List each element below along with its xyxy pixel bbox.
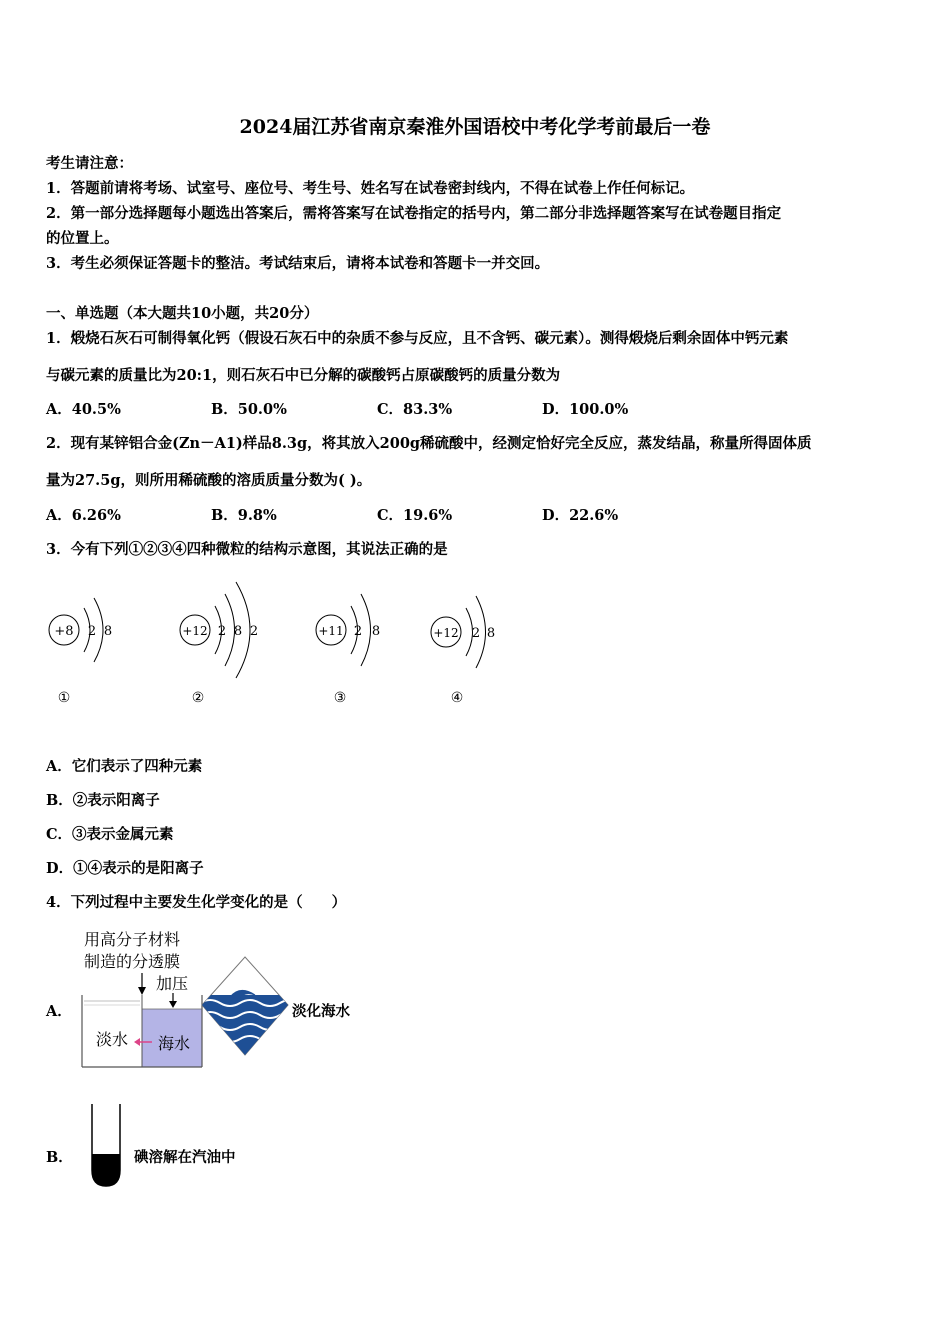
particle-3-nucleus: +11 [318,624,344,638]
particle-1-label: ① [57,690,71,706]
q4-option-a-caption: 淡化海水 [292,1003,350,1020]
particle-3 [316,594,380,706]
q2-option-b: B．9.8% [211,507,277,524]
particle-3-shell-1: 2 [353,624,363,639]
section-heading: 一、单选题（本大题共10小题，共20分） [46,305,319,322]
test-tube-icon [86,1100,126,1192]
particle-structure-diagrams [40,578,520,718]
particle-2-label: ② [191,690,205,706]
q4-line1: 4．下列过程中主要发生化学变化的是（ ） [46,894,347,911]
q2-line2: 量为27.5g，则所用稀硫酸的溶质质量分数为( )。 [46,472,372,489]
sea-water-label: 海水 [158,1034,191,1053]
particle-2-shell-1: 2 [217,624,227,639]
particle-2-shell-2: 8 [233,624,243,639]
particle-1 [49,594,112,706]
q3-line1: 3．今有下列①②③④四种微粒的结构示意图，其说法正确的是 [46,541,448,558]
particle-1-nucleus: +8 [54,624,74,639]
particle-3-shell-2: 8 [371,624,381,639]
q4-option-b-letter: B． [46,1149,73,1166]
q1-line2: 与碳元素的质量比为20:1，则石灰石中已分解的碳酸钙占原碳酸钙的质量分数为 [46,367,561,384]
notice-item-1: 1．答题前请将考场、试室号、座位号、考生号、姓名写在试卷密封线内，不得在试卷上作任何标记。 [46,180,695,197]
q1-option-c: C．83.3% [377,401,453,418]
particle-4-nucleus: +12 [433,626,459,640]
q2-option-c: C．19.6% [377,507,453,524]
q2-option-a: A．6.26% [46,507,121,524]
page-title: 2024届江苏省南京秦淮外国语校中考化学考前最后一卷 [239,116,711,138]
particle-4-shell-2: 8 [486,626,496,641]
q1-option-a: A．40.5% [46,401,121,418]
q2-option-d: D．22.6% [542,507,619,524]
particle-4 [431,596,495,706]
notice-heading: 考生请注意： [46,155,133,172]
particle-4-shell-1: 2 [471,626,481,641]
particle-1-shell-1: 2 [87,624,97,639]
particle-2-shell-3: 2 [249,624,259,639]
particle-1-shell-2: 8 [103,624,113,639]
particle-2-nucleus: +12 [182,624,208,638]
fresh-water-label: 淡水 [96,1030,129,1049]
q4-option-b-caption: 碘溶解在汽油中 [134,1149,236,1166]
notice-item-2-cont: 的位置上。 [46,230,119,247]
q3-option-d: D．①④表示的是阳离子 [46,860,204,877]
sea-water-icon [200,955,290,1057]
q2-line1: 2．现有某锌铝合金(Zn－A1)样品8.3g，将其放入200g稀硫酸中，经测定恰好完全反应，蒸发结晶，称量所得固体质 [46,435,812,452]
q3-option-c: C．③表示金属元素 [46,826,174,843]
particle-2 [180,582,258,706]
particle-4-label: ④ [450,690,464,706]
q4-option-a-letter: A． [46,1003,72,1020]
membrane-label-line2: 制造的分透膜 [84,952,181,971]
q1-option-d: D．100.0% [542,401,629,418]
pressure-label: 加压 [156,974,189,993]
q1-line1: 1．煅烧石灰石可制得氧化钙（假设石灰石中的杂质不参与反应，且不含钙、碳元素）。测得煅烧后剩余固体中钙元素 [46,330,789,347]
membrane-label-line1: 用高分子材料 [84,930,181,949]
q3-option-a: A．它们表示了四种元素 [46,758,203,775]
notice-item-2: 2．第一部分选择题每小题选出答案后，需将答案写在试卷指定的括号内，第二部分非选择题答案写在试卷题目指定 [46,205,782,222]
notice-item-3: 3．考生必须保证答题卡的整洁。考试结束后，请将本试卷和答题卡一并交回。 [46,255,550,272]
q1-option-b: B．50.0% [211,401,287,418]
particle-3-label: ③ [333,690,347,706]
q3-option-b: B．②表示阳离子 [46,792,160,809]
